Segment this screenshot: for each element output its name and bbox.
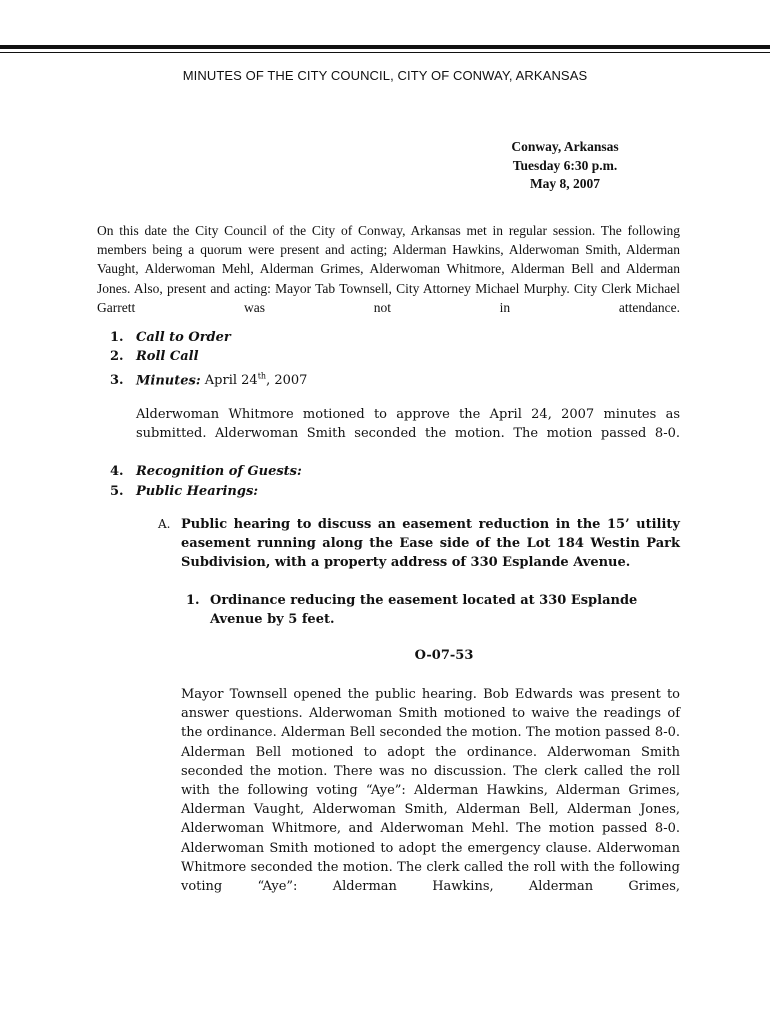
public-hearing-a [158, 515, 680, 573]
hearing-minutes-paragraph: Mayor Townsell opened the public hearing. Bob Edwards was present to answer questions. Alderwoman Smith motioned to waive the readings of the ordinance. Alderman Bell seconded the motion. The motion passed 8-0. Alderman Bell motioned to adopt the ordinance. Alderwoman Smith seconded the motion. There was no discussion. The clerk called the roll with the following voting “Aye”: Alderman Hawkins, Alderman Grimes, Alderman Vaught, Alderwoman Smith, Alderman Bell, Alderman Jones, Alderwoman Whitmore, and Alderwoman Mehl. The motion passed 8-0. Alderwoman Smith motioned to adopt the emergency clause. Alderwoman Whitmore seconded the motion. The clerk called the roll with the following voting “Aye”: Alderman Hawkins, Alderman Grimes, [181, 687, 680, 895]
header-rule-thick [0, 45, 770, 49]
hearing-description: Public hearing to discuss an easement reduction in the 15’ utility easement running along the Ease side of the Lot 184 Westin Park Subdivision, with a property address of 330 Esplande Avenue. [181, 517, 680, 571]
agenda-item-number: 5. [110, 484, 124, 499]
meeting-day-time: Tuesday 6:30 p.m. [512, 157, 618, 173]
agenda-item-number: 3. [110, 373, 124, 389]
meeting-place: Conway, Arkansas [511, 139, 619, 154]
agenda-item-number: 1. [110, 330, 124, 345]
hearing-letter: A. [158, 517, 171, 531]
ordinance-item-text: Ordinance reducing the easement located at 330 Esplande Avenue by 5 feet. [210, 593, 638, 628]
minutes-date: April 24th, 2007 [204, 372, 308, 389]
intro-paragraph: On this date the City Council of the City of Conway, Arkansas met in regular session. The following members being a quorum were present and acting; Alderman Hawkins, Alderwoman Smith, Alderman Vaught, Alderwoman Mehl, Alderman Grimes, Alderwoman Whitmore, Alderman Bell and Alderman Jones. Also, present and acting: Mayor Tab Townsell, City Attorney Michael Murphy. City Clerk Michael Garrett was not in attendance. [97, 223, 680, 315]
agenda-item-roll-call [110, 347, 199, 366]
meeting-date: May 8, 2007 [529, 176, 601, 191]
agenda-item-label: Recognition of Guests: [136, 464, 302, 479]
meeting-info [480, 138, 650, 194]
agenda-item-number: 4. [110, 464, 124, 479]
ordinance-item-number: 1. [186, 593, 200, 608]
document-header: MINUTES OF THE CITY COUNCIL, CITY OF CONWAY, ARKANSAS [182, 68, 588, 83]
agenda-item-recognition-of-guests [110, 462, 302, 481]
ordinance-item [186, 591, 680, 629]
agenda-item-public-hearings [110, 482, 258, 501]
minutes-approval-paragraph: Alderwoman Whitmore motioned to approve the April 24, 2007 minutes as submitted. Alderwoman Smith seconded the motion. The motion passed 8-0. [136, 407, 680, 442]
agenda-item-call-to-order [110, 328, 231, 347]
agenda-item-number: 2. [110, 349, 124, 364]
ordinance-number: O-07-53 [414, 648, 474, 663]
agenda-item-label: Minutes: [136, 373, 201, 389]
agenda-item-label: Call to Order [136, 330, 231, 345]
agenda-item-label: Public Hearings: [136, 484, 259, 499]
agenda-item-label: Roll Call [136, 349, 199, 364]
agenda-item-minutes [110, 367, 307, 391]
header-rule-thin [0, 52, 770, 53]
